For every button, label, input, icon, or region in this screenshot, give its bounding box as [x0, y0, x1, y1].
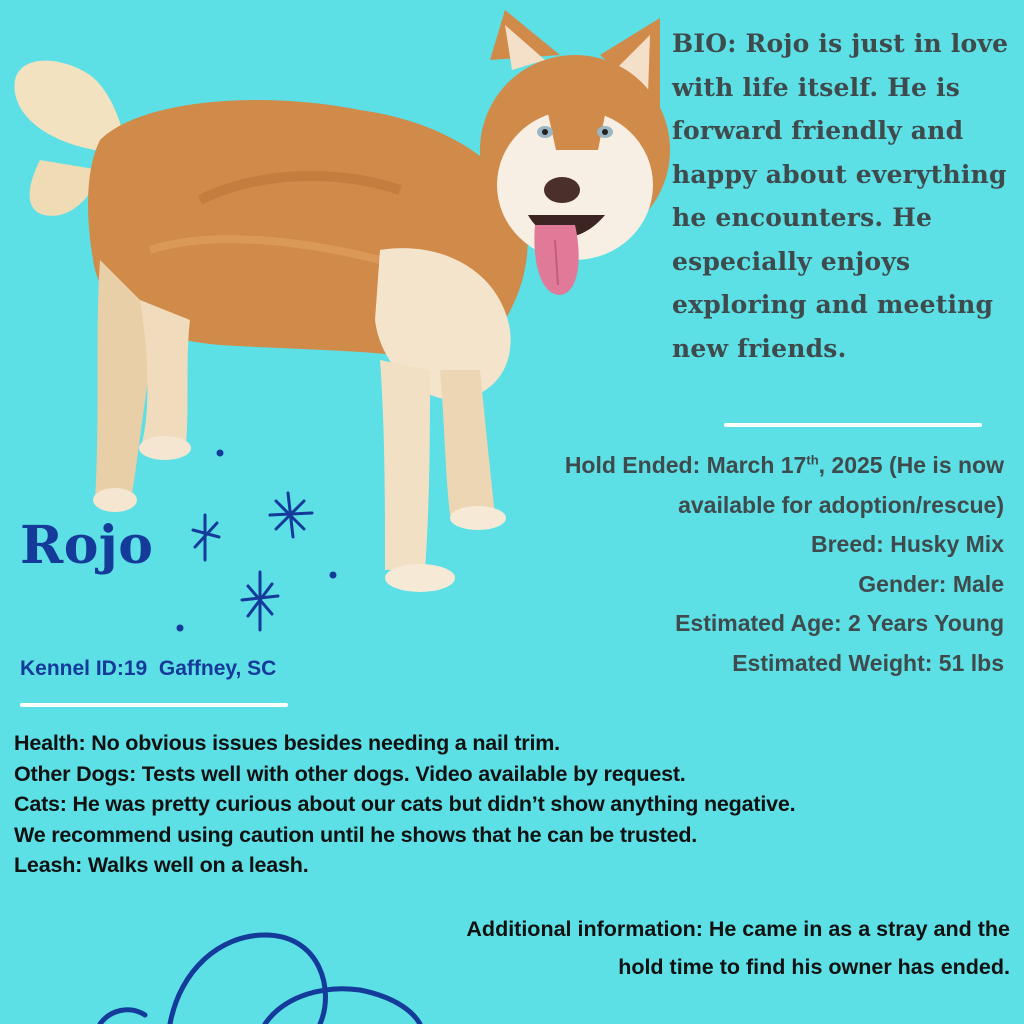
gender: Gender: Male	[858, 570, 1004, 597]
pet-details	[484, 446, 1004, 683]
additional-information: Additional information: He came in as a stray and the hold time to find his owner has ended.	[466, 917, 1010, 979]
behavior-notes	[14, 728, 1024, 881]
pet-name: Rojo	[20, 515, 154, 576]
leash-note: Leash: Walks well on a leash.	[14, 853, 309, 877]
kennel-location: Kennel ID:19 Gaffney, SC	[20, 657, 277, 680]
breed: Breed: Husky Mix	[810, 531, 1004, 557]
health-note: Health: No obvious issues besides needing a nail trim.	[14, 731, 560, 755]
estimated-weight: Estimated Weight: 51 lbs	[732, 649, 1004, 676]
loop-doodle	[90, 910, 450, 1024]
hold-ended	[484, 446, 1004, 525]
name-divider	[20, 703, 288, 707]
sparkle-decoration	[160, 440, 360, 640]
hold-ended-status: , 2025 (He is now available for adoption/rescue)	[678, 452, 1004, 518]
cats-note: Cats: He was pretty curious about our cats but didn’t show anything negative.	[14, 792, 796, 816]
bio-divider	[724, 423, 982, 427]
estimated-age: Estimated Age: 2 Years Young	[675, 610, 1004, 636]
bio-text: BIO: Rojo is just in love with life itself. He is forward friendly and happy about everything he encounters. He especially enjoys exploring and meeting new friends.	[672, 29, 1009, 363]
other-dogs-note: Other Dogs: Tests well with other dogs. Video available by request.	[14, 761, 686, 786]
cats-note-continued: We recommend using caution until he shows that he can be trusted.	[14, 822, 698, 847]
hold-ended-date: Hold Ended: March 17	[564, 452, 807, 478]
date-ordinal: th	[806, 452, 819, 468]
